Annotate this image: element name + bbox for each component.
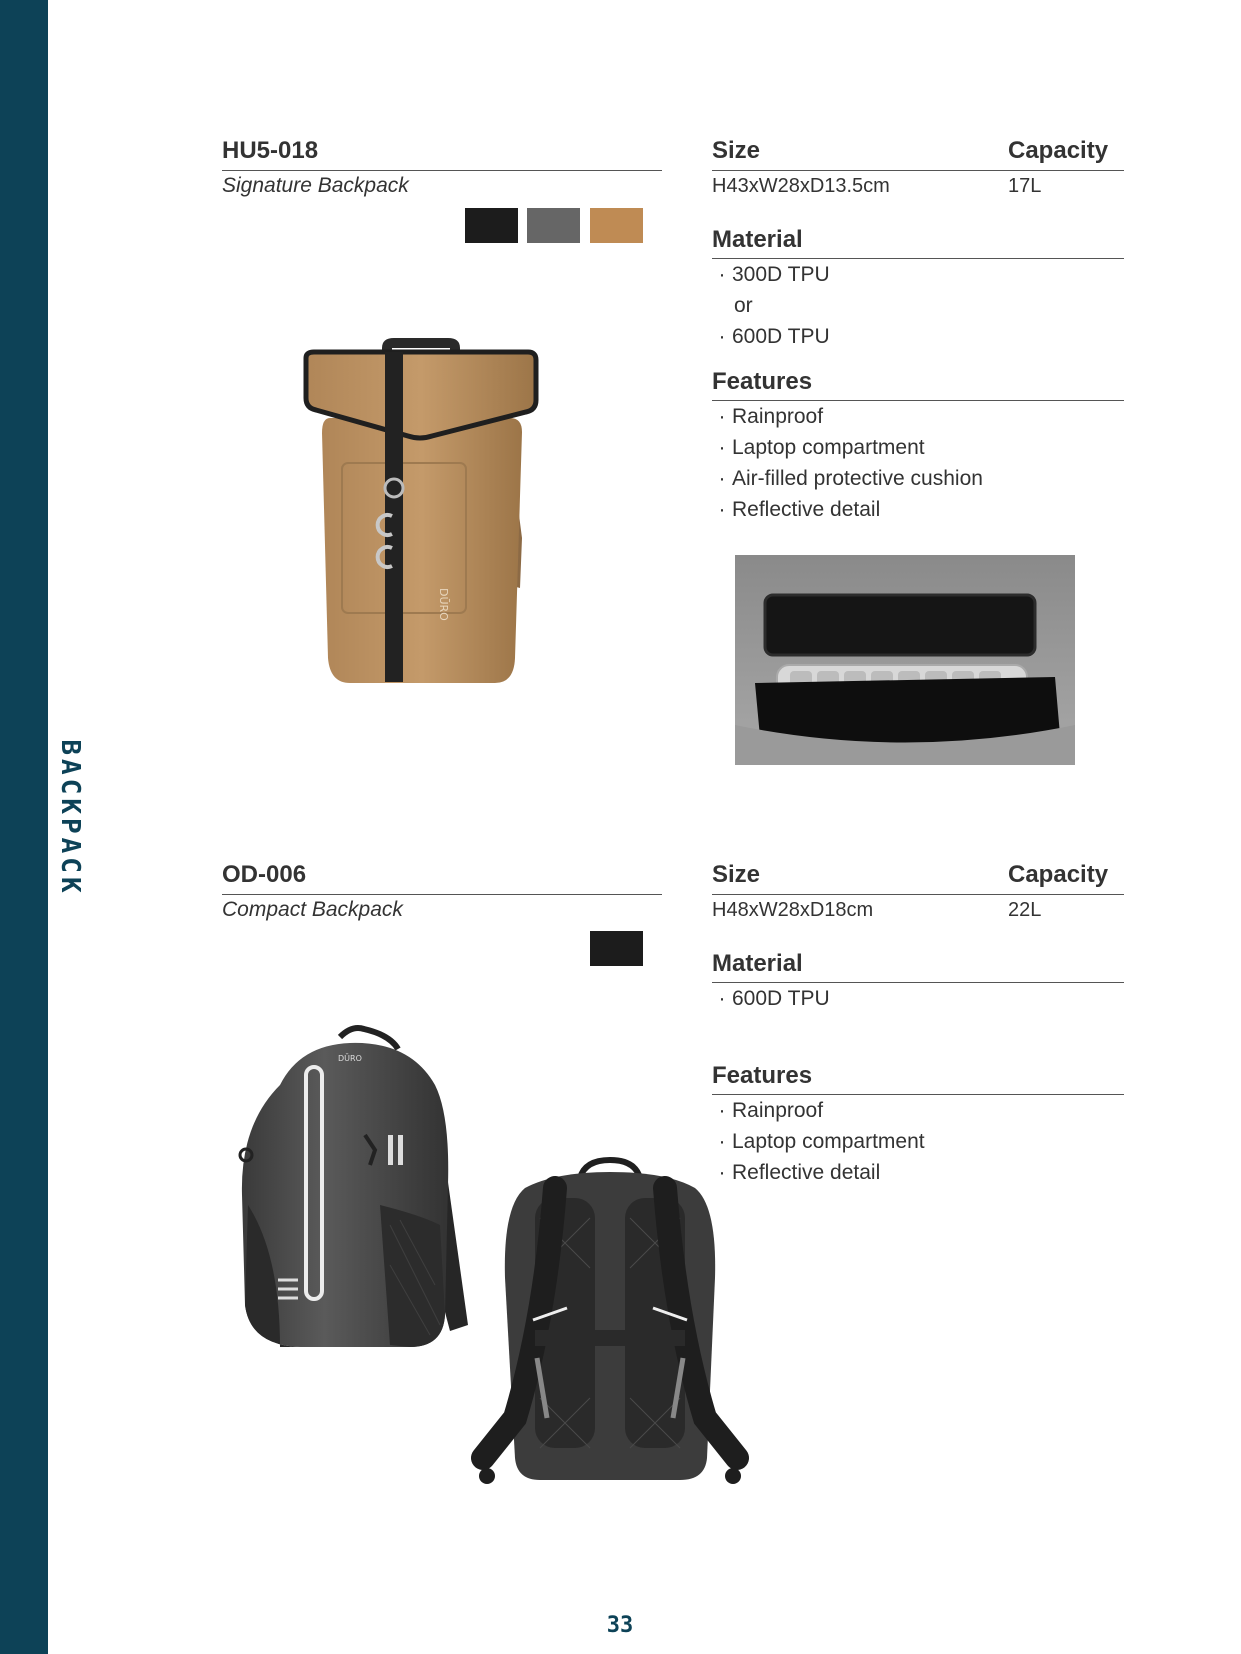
brand-mark: DŪRO <box>338 1054 362 1063</box>
page-number: 33 <box>606 1613 634 1638</box>
side-bar <box>0 0 48 1654</box>
size-label: Size <box>712 861 761 888</box>
features-label: Features <box>712 1062 813 1089</box>
list-item: · 600D TPU <box>718 325 830 348</box>
color-swatch-black <box>590 931 643 966</box>
features-label: Features <box>712 368 813 395</box>
material-list <box>712 259 830 352</box>
color-swatch-black <box>465 208 518 243</box>
capacity-value: 22L <box>1008 899 1042 921</box>
divider <box>222 894 662 895</box>
product-name: Signature Backpack <box>222 174 409 197</box>
size-label: Size <box>712 137 761 164</box>
list-item: · Laptop compartment <box>718 1130 925 1153</box>
capacity-label: Capacity <box>1008 861 1109 888</box>
list-item: · 600D TPU <box>718 987 830 1010</box>
capacity-label: Capacity <box>1008 137 1109 164</box>
divider <box>712 894 1124 895</box>
size-value: H43xW28xD13.5cm <box>712 175 890 197</box>
material-label: Material <box>712 950 803 977</box>
list-item: · Laptop compartment <box>718 436 925 459</box>
compact-backpack-front-image <box>240 1025 470 1350</box>
product-code: HU5-018 <box>222 137 319 164</box>
color-swatch-tan <box>590 208 643 243</box>
color-swatch-grey <box>527 208 580 243</box>
list-item: or <box>734 294 753 317</box>
capacity-value: 17L <box>1008 175 1042 197</box>
brand-mark: DŪRO <box>437 588 450 621</box>
list-item: · Reflective detail <box>718 498 881 521</box>
product-name: Compact Backpack <box>222 898 403 921</box>
size-value: H48xW28xD18cm <box>712 899 874 921</box>
material-label: Material <box>712 226 803 253</box>
section-label: BACKPACK <box>55 739 85 897</box>
signature-backpack-image <box>290 338 550 688</box>
material-list <box>712 983 830 1014</box>
features-list <box>712 401 983 525</box>
list-item: · Reflective detail <box>718 1161 881 1184</box>
list-item: · 300D TPU <box>718 263 830 286</box>
list-item: · Air-filled protective cushion <box>718 467 983 490</box>
list-item: · Rainproof <box>718 405 824 428</box>
product-code: OD-006 <box>222 861 307 888</box>
divider <box>222 170 662 171</box>
divider <box>712 170 1124 171</box>
cushion-detail-image <box>735 555 1075 765</box>
compact-backpack-back-image <box>475 1158 745 1498</box>
list-item: · Rainproof <box>718 1099 824 1122</box>
